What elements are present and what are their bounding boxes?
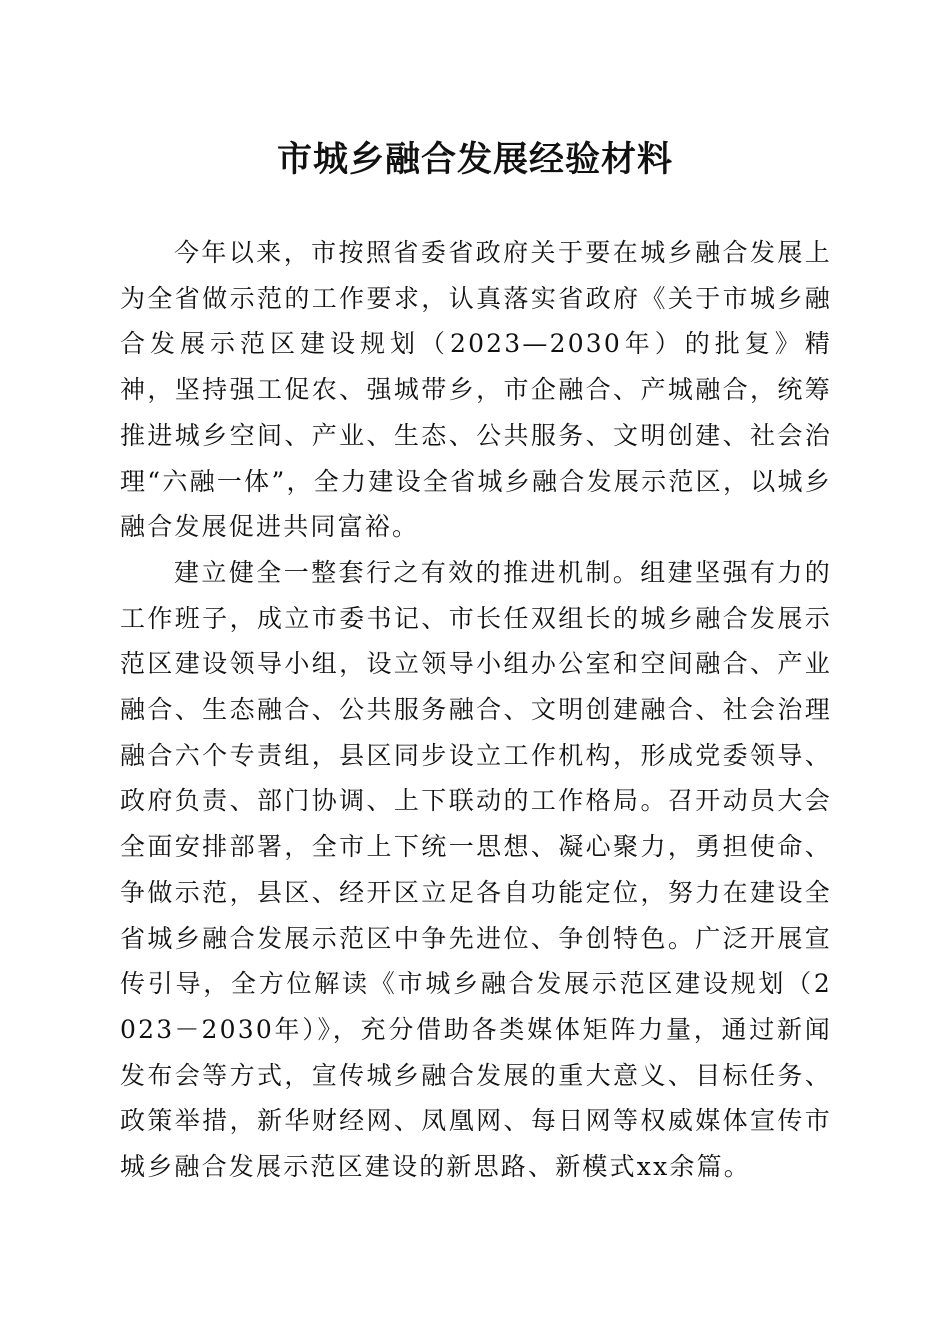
document-body — [120, 230, 832, 1190]
paragraph-intro: 今年以来，市按照省委省政府关于要在城乡融合发展上为全省做示范的工作要求，认真落实省政府《关于市城乡融合发展示范区建设规划（2023—2030年）的批复》精神，坚持强工促农、强城带乡，市企融合、产城融合，统筹推进城乡空间、产业、生态、公共服务、文明创建、社会治理“六融一体”，全力建设全省城乡融合发展示范区，以城乡融合发展促进共同富裕。 — [120, 238, 832, 542]
document-title: 市城乡融合发展经验材料 — [276, 139, 673, 180]
paragraph-mechanism: 建立健全一整套行之有效的推进机制。组建坚强有力的工作班子，成立市委书记、市长任双组长的城乡融合发展示范区建设领导小组，设立领导小组办公室和空间融合、产业融合、生态融合、公共服务融合、文明创建融合、社会治理融合六个专责组，县区同步设立工作机构，形成党委领导、政府负责、部门协调、上下联动的工作格局。召开动员大会全面安排部署，全市上下统一思想、凝心聚力，勇担使命、争做示范，县区、经开区立足各自功能定位，努力在建设全省城乡融合发展示范区中争先进位、争创特色。广泛开展宣传引导，全方位解读《市城乡融合发展示范区建设规划（2023－2030年）》，充分借助各类媒体矩阵力量，通过新闻发布会等方式，宣传城乡融合发展的重大意义、目标任务、政策举措，新华财经网、凤凰网、每日网等权威媒体宣传市城乡融合发展示范区建设的新思路、新模式xx余篇。 — [120, 557, 832, 1182]
